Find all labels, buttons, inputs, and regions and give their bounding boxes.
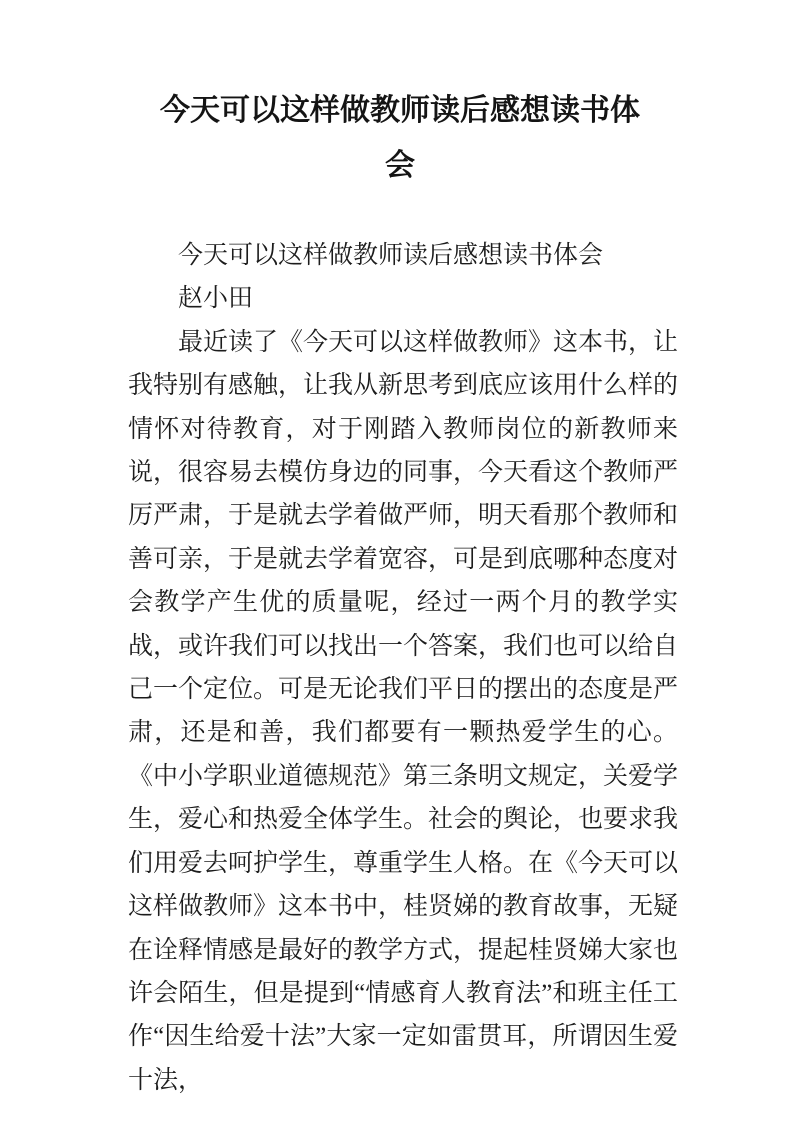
paragraph-main-text: 最近读了《今天可以这样做教师》这本书，让我特别有感触，让我从新思考到底应该用什么样的情怀对待教育，对于刚踏入教师岗位的新教师来说，很容易去模仿身边的同事，今天看这个教师严厉严肃，于是就去学着做严师，明天看那个教师和善可亲，于是就去学着宽容，可是到底哪种态度对会教学产生优的质量呢，经过一两个月的教学实战，或许我们可以找出一个答案，我们也可以给自己一个定位。可是无论我们平日的摆出的态度是严肃，还是和善，我们都要有一颗热爱学生的心。《中小学职业道德规范》第三条明文规定，关爱学生，爱心和热爱全体学生。社会的舆论，也要求我们用爱去呵护学生，尊重学生人格。在《今天可以这样做教师》这本书中，桂贤娣的教育故事，无疑在诠释情感是最好的教学方式，提起桂贤娣大家也许会陌生，但是提到“情感育人教育法”和班主任工作“因生给爱十法”大家一定如雷贯耳，所谓因生爱十法， — [128, 328, 679, 1094]
paragraph-author: 赵小田 — [178, 285, 254, 313]
document-title: 今天可以这样做教师读后感想读书体会 — [160, 94, 640, 182]
document-body — [128, 234, 678, 1102]
paragraph-subtitle: 今天可以这样做教师读后感想读书体会 — [178, 242, 604, 269]
